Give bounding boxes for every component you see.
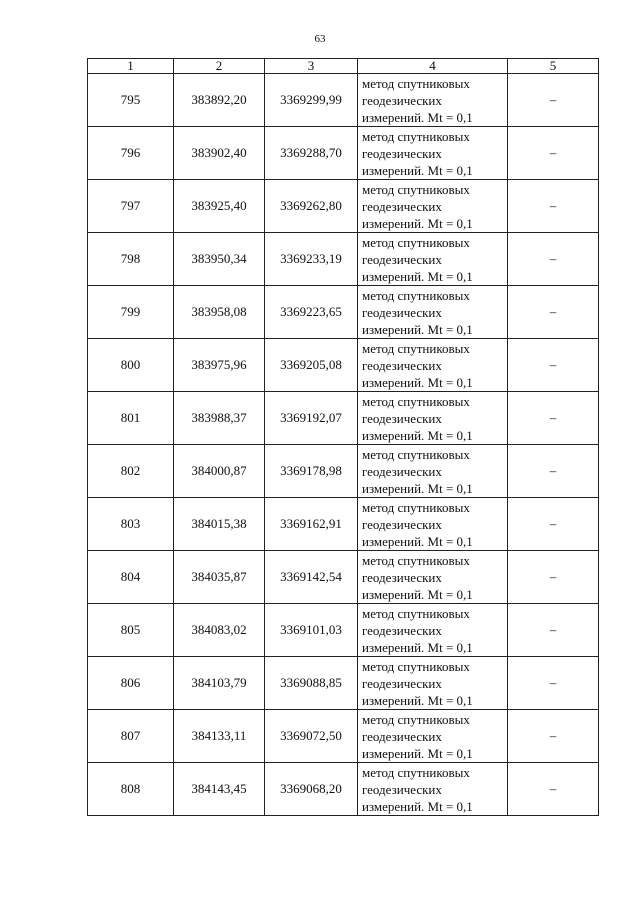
y-coordinate-cell: 3369288,70 xyxy=(265,127,358,180)
method-line: метод спутниковых xyxy=(362,658,470,674)
method-cell xyxy=(358,604,508,657)
table-row xyxy=(88,339,599,392)
method-line: метод спутниковых xyxy=(362,605,470,621)
y-coordinate-cell: 3369192,07 xyxy=(265,392,358,445)
header-col-4: 4 xyxy=(358,59,508,74)
method-line: измерений. Mt = 0,1 xyxy=(362,692,473,708)
header-col-1: 1 xyxy=(88,59,174,74)
y-coordinate-cell: 3369072,50 xyxy=(265,710,358,763)
header-row xyxy=(88,59,599,74)
x-coordinate-cell: 383925,40 xyxy=(174,180,265,233)
point-number-cell: 806 xyxy=(88,657,174,710)
method-line: метод спутниковых xyxy=(362,287,470,303)
y-coordinate-cell: 3369068,20 xyxy=(265,763,358,816)
x-coordinate-cell: 384000,87 xyxy=(174,445,265,498)
table-row xyxy=(88,551,599,604)
method-line: измерений. Mt = 0,1 xyxy=(362,639,473,655)
method-line: метод спутниковых xyxy=(362,340,470,356)
method-line: геодезических xyxy=(362,92,442,108)
method-line: геодезических xyxy=(362,569,442,585)
method-cell xyxy=(358,180,508,233)
point-number-cell: 808 xyxy=(88,763,174,816)
header-col-3: 3 xyxy=(265,59,358,74)
method-cell xyxy=(358,498,508,551)
table-row xyxy=(88,127,599,180)
method-line: геодезических xyxy=(362,251,442,267)
y-coordinate-cell: 3369142,54 xyxy=(265,551,358,604)
method-line: геодезических xyxy=(362,304,442,320)
point-number-cell: 805 xyxy=(88,604,174,657)
page-number: 63 xyxy=(314,33,326,45)
method-cell xyxy=(358,657,508,710)
method-line: метод спутниковых xyxy=(362,393,470,409)
note-cell: – xyxy=(508,604,599,657)
method-cell xyxy=(358,763,508,816)
method-line: метод спутниковых xyxy=(362,711,470,727)
method-line: метод спутниковых xyxy=(362,128,470,144)
method-line: измерений. Mt = 0,1 xyxy=(362,374,473,390)
note-cell: – xyxy=(508,286,599,339)
point-number-cell: 804 xyxy=(88,551,174,604)
x-coordinate-cell: 384133,11 xyxy=(174,710,265,763)
method-line: геодезических xyxy=(362,675,442,691)
method-cell xyxy=(358,392,508,445)
method-line: геодезических xyxy=(362,198,442,214)
y-coordinate-cell: 3369162,91 xyxy=(265,498,358,551)
point-number-cell: 797 xyxy=(88,180,174,233)
point-number-cell: 800 xyxy=(88,339,174,392)
note-cell: – xyxy=(508,74,599,127)
table-body xyxy=(88,74,599,816)
method-cell xyxy=(358,445,508,498)
method-line: геодезических xyxy=(362,622,442,638)
method-line: геодезических xyxy=(362,781,442,797)
method-line: геодезических xyxy=(362,463,442,479)
method-line: измерений. Mt = 0,1 xyxy=(362,427,473,443)
method-line: измерений. Mt = 0,1 xyxy=(362,268,473,284)
table-row xyxy=(88,445,599,498)
x-coordinate-cell: 383902,40 xyxy=(174,127,265,180)
method-line: метод спутниковых xyxy=(362,764,470,780)
method-line: измерений. Mt = 0,1 xyxy=(362,586,473,602)
x-coordinate-cell: 383958,08 xyxy=(174,286,265,339)
note-cell: – xyxy=(508,233,599,286)
table-row xyxy=(88,286,599,339)
method-line: геодезических xyxy=(362,728,442,744)
method-line: геодезических xyxy=(362,410,442,426)
y-coordinate-cell: 3369205,08 xyxy=(265,339,358,392)
y-coordinate-cell: 3369178,98 xyxy=(265,445,358,498)
x-coordinate-cell: 384143,45 xyxy=(174,763,265,816)
note-cell: – xyxy=(508,710,599,763)
point-number-cell: 798 xyxy=(88,233,174,286)
y-coordinate-cell: 3369233,19 xyxy=(265,233,358,286)
method-line: измерений. Mt = 0,1 xyxy=(362,533,473,549)
point-number-cell: 807 xyxy=(88,710,174,763)
method-cell xyxy=(358,286,508,339)
x-coordinate-cell: 384083,02 xyxy=(174,604,265,657)
table-row xyxy=(88,710,599,763)
method-line: метод спутниковых xyxy=(362,234,470,250)
table-row xyxy=(88,657,599,710)
method-line: измерений. Mt = 0,1 xyxy=(362,480,473,496)
x-coordinate-cell: 383988,37 xyxy=(174,392,265,445)
method-line: метод спутниковых xyxy=(362,75,470,91)
table-row xyxy=(88,233,599,286)
note-cell: – xyxy=(508,763,599,816)
x-coordinate-cell: 384015,38 xyxy=(174,498,265,551)
method-line: геодезических xyxy=(362,357,442,373)
y-coordinate-cell: 3369101,03 xyxy=(265,604,358,657)
point-number-cell: 802 xyxy=(88,445,174,498)
method-cell xyxy=(358,127,508,180)
method-line: метод спутниковых xyxy=(362,181,470,197)
method-line: измерений. Mt = 0,1 xyxy=(362,321,473,337)
x-coordinate-cell: 383975,96 xyxy=(174,339,265,392)
x-coordinate-cell: 383950,34 xyxy=(174,233,265,286)
method-cell xyxy=(358,233,508,286)
method-line: геодезических xyxy=(362,145,442,161)
point-number-cell: 799 xyxy=(88,286,174,339)
table-row xyxy=(88,74,599,127)
method-cell xyxy=(358,339,508,392)
point-number-cell: 795 xyxy=(88,74,174,127)
method-line: измерений. Mt = 0,1 xyxy=(362,109,473,125)
point-number-cell: 801 xyxy=(88,392,174,445)
table-row xyxy=(88,604,599,657)
table-row xyxy=(88,763,599,816)
method-line: метод спутниковых xyxy=(362,552,470,568)
method-line: метод спутниковых xyxy=(362,499,470,515)
note-cell: – xyxy=(508,498,599,551)
y-coordinate-cell: 3369299,99 xyxy=(265,74,358,127)
header-col-2: 2 xyxy=(174,59,265,74)
method-cell xyxy=(358,551,508,604)
x-coordinate-cell: 383892,20 xyxy=(174,74,265,127)
method-line: измерений. Mt = 0,1 xyxy=(362,215,473,231)
method-cell xyxy=(358,74,508,127)
note-cell: – xyxy=(508,551,599,604)
header-col-5: 5 xyxy=(508,59,599,74)
table-row xyxy=(88,180,599,233)
note-cell: – xyxy=(508,657,599,710)
note-cell: – xyxy=(508,392,599,445)
note-cell: – xyxy=(508,339,599,392)
method-line: метод спутниковых xyxy=(362,446,470,462)
point-number-cell: 796 xyxy=(88,127,174,180)
x-coordinate-cell: 384103,79 xyxy=(174,657,265,710)
table-header xyxy=(88,59,599,74)
table-row xyxy=(88,392,599,445)
y-coordinate-cell: 3369088,85 xyxy=(265,657,358,710)
method-line: измерений. Mt = 0,1 xyxy=(362,798,473,814)
table-row xyxy=(88,498,599,551)
coordinates-table xyxy=(87,58,599,816)
method-cell xyxy=(358,710,508,763)
y-coordinate-cell: 3369223,65 xyxy=(265,286,358,339)
x-coordinate-cell: 384035,87 xyxy=(174,551,265,604)
note-cell: – xyxy=(508,180,599,233)
method-line: измерений. Mt = 0,1 xyxy=(362,745,473,761)
method-line: измерений. Mt = 0,1 xyxy=(362,162,473,178)
note-cell: – xyxy=(508,445,599,498)
y-coordinate-cell: 3369262,80 xyxy=(265,180,358,233)
note-cell: – xyxy=(508,127,599,180)
point-number-cell: 803 xyxy=(88,498,174,551)
method-line: геодезических xyxy=(362,516,442,532)
